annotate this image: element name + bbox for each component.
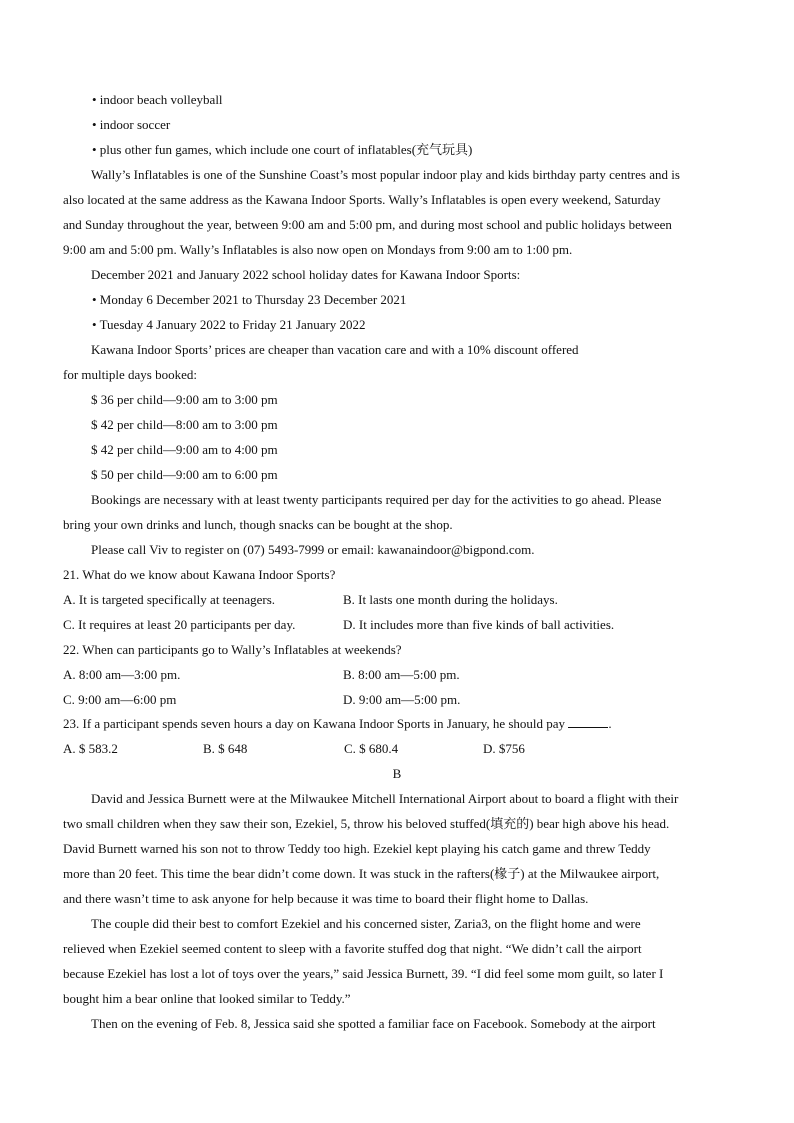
date-range-december: • Monday 6 December 2021 to Thursday 23 December 2021 [92, 292, 407, 307]
paragraph-line: Wally’s Inflatables is one of the Sunshine Coast’s most popular indoor play and kids birthday party centres and is [91, 167, 680, 182]
section-heading-b: B [392, 766, 402, 781]
q23-option-b[interactable]: B. $ 648 [203, 741, 248, 756]
paragraph-line: bought him a bear online that looked similar to Teddy.” [63, 991, 351, 1006]
paragraph-line: relieved when Ezekiel seemed content to sleep with a favorite stuffed dog that night. “We didn’t call the airport [63, 941, 642, 956]
q23-option-a[interactable]: A. $ 583.2 [63, 741, 118, 756]
paragraph-line: and Sunday throughout the year, between 9:00 am and 5:00 pm, and during most school and public holidays between [63, 217, 672, 232]
q23-stem-end: . [608, 716, 612, 731]
q21-option-b[interactable]: B. It lasts one month during the holidays. [343, 592, 558, 607]
paragraph-line: because Ezekiel has lost a lot of toys over the years,” said Jessica Burnett, 39. “I did feel some mom guilt, so later I [63, 966, 664, 981]
q23-stem: 23. If a participant spends seven hours a day on Kawana Indoor Sports in January, he should pay [63, 716, 566, 731]
q22-option-d[interactable]: D. 9:00 am—5:00 pm. [343, 692, 461, 707]
price-item: $ 50 per child—9:00 am to 6:00 pm [91, 467, 278, 482]
prices-intro: Kawana Indoor Sports’ prices are cheaper than vacation care and with a 10% discount offered [91, 342, 579, 357]
paragraph-line: 9:00 am and 5:00 pm. Wally’s Inflatables is also now open on Mondays from 9:00 am to 1:00 pm. [63, 242, 573, 257]
q21-option-d[interactable]: D. It includes more than five kinds of ball activities. [343, 617, 615, 632]
prices-intro-cont: for multiple days booked: [63, 367, 197, 382]
bookings-line: bring your own drinks and lunch, though snacks can be bought at the shop. [63, 517, 453, 532]
q22-option-a[interactable]: A. 8:00 am—3:00 pm. [63, 667, 181, 682]
paragraph-line: also located at the same address as the Kawana Indoor Sports. Wally’s Inflatables is open every weekend, Saturday [63, 192, 661, 207]
question-21: 21. What do we know about Kawana Indoor Sports? [63, 567, 336, 582]
q22-option-c[interactable]: C. 9:00 am—6:00 pm [63, 692, 177, 707]
q21-option-a[interactable]: A. It is targeted specifically at teenagers. [63, 592, 276, 607]
price-item: $ 42 per child—9:00 am to 4:00 pm [91, 442, 278, 457]
q22-option-b[interactable]: B. 8:00 am—5:00 pm. [343, 667, 460, 682]
bullet-other-games: • plus other fun games, which include one court of inflatables(充气玩具) [92, 142, 473, 157]
price-item: $ 36 per child—9:00 am to 3:00 pm [91, 392, 278, 407]
answer-blank[interactable] [568, 716, 608, 728]
contact-line: Please call Viv to register on (07) 5493-7999 or email: kawanaindoor@bigpond.com. [91, 542, 535, 557]
question-23 [63, 716, 612, 732]
paragraph-line: and there wasn’t time to ask anyone for help because it was time to board their flight home to Dallas. [63, 891, 589, 906]
q21-option-c[interactable]: C. It requires at least 20 participants per day. [63, 617, 296, 632]
dates-intro: December 2021 and January 2022 school holiday dates for Kawana Indoor Sports: [91, 267, 521, 282]
date-range-january: • Tuesday 4 January 2022 to Friday 21 January 2022 [92, 317, 366, 332]
q23-option-d[interactable]: D. $756 [483, 741, 525, 756]
q23-option-c[interactable]: C. $ 680.4 [344, 741, 399, 756]
paragraph-line: David and Jessica Burnett were at the Milwaukee Mitchell International Airport about to board a flight with their [91, 791, 679, 806]
paragraph-line: David Burnett warned his son not to throw Teddy too high. Ezekiel kept playing his catch game and threw Teddy [63, 841, 651, 856]
bullet-indoor-soccer: • indoor soccer [92, 117, 171, 132]
paragraph-line: The couple did their best to comfort Ezekiel and his concerned sister, Zaria3, on the flight home and were [91, 916, 641, 931]
paragraph-line: Then on the evening of Feb. 8, Jessica said she spotted a familiar face on Facebook. Somebody at the airport [91, 1016, 656, 1031]
bookings-line: Bookings are necessary with at least twenty participants required per day for the activities to go ahead. Please [91, 492, 662, 507]
paragraph-line: more than 20 feet. This time the bear didn’t come down. It was stuck in the rafters(椽子) at the Milwaukee airport, [63, 866, 660, 881]
paragraph-line: two small children when they saw their son, Ezekiel, 5, throw his beloved stuffed(填充的) bear high above his head. [63, 816, 670, 831]
question-22: 22. When can participants go to Wally’s Inflatables at weekends? [63, 642, 402, 657]
price-item: $ 42 per child—8:00 am to 3:00 pm [91, 417, 278, 432]
bullet-beach-volleyball: • indoor beach volleyball [92, 92, 223, 107]
